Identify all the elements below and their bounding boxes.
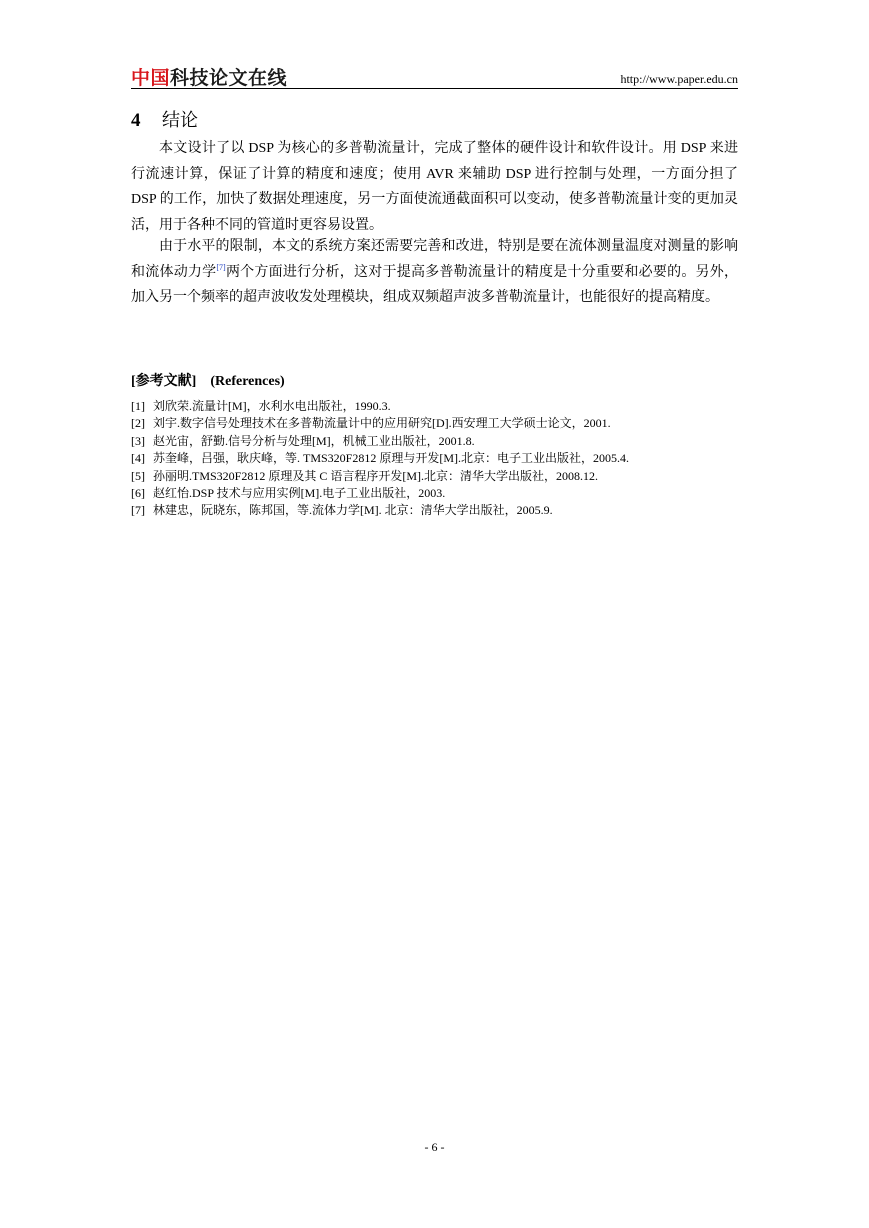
reference-item [131, 415, 751, 432]
reference-text: 林建忠，阮晓东，陈邦国，等.流体力学[M]. 北京：清华大学出版社，2005.9. [153, 503, 553, 518]
header-url: http://www.paper.edu.cn [620, 72, 738, 86]
site-logo [131, 63, 287, 90]
reference-index: [5] [131, 468, 145, 483]
conclusion-paragraph-1: 本文设计了以 DSP 为核心的多普勒流量计，完成了整体的硬件设计和软件设计。用 DSP 来进行流速计算，保证了计算的精度和速度；使用 AVR 来辅助 DSP 进行控制与处理，一方面分担了 DSP 的工作，加快了数据处理速度，另一方面使流通截面积可以变动，使多普勒流量计变的更加灵活，用于各种不同的管道时更容易设置。 [131, 141, 738, 233]
logo-red-text: 中国 [131, 67, 171, 89]
page-number: - 6 - [424, 1140, 445, 1154]
reference-item [131, 433, 751, 450]
paragraph-2-text-end: 两个方面进行分析，这对于提高多普勒流量计的精度是十分重要和必要的。另外，加入另一个频率的超声波收发处理模块，组成双频超声波多普勒流量计，也能很好的提高精度。 [131, 264, 739, 306]
logo-black-text: 科技论文在线 [170, 67, 288, 89]
reference-item [131, 485, 751, 502]
references-heading [131, 370, 285, 390]
section-heading [131, 106, 198, 132]
reference-index: [6] [131, 486, 145, 501]
reference-index: [1] [131, 399, 145, 413]
reference-item [131, 502, 751, 519]
citation-link[interactable]: [7] [216, 262, 226, 272]
paragraph-2-text-start: 由于水平的限制，本文的系统方案还需要完善和改进，特别是要在流体测量温度对测量的影响和流体动力学 [131, 239, 738, 280]
page-header [131, 58, 738, 89]
reference-text: 赵红怡.DSP 技术与应用实例[M].电子工业出版社，2003. [153, 486, 446, 501]
reference-item [131, 398, 751, 415]
reference-list [131, 398, 751, 520]
references-heading-en: (References) [210, 374, 285, 389]
section-title-text: 结论 [162, 110, 198, 131]
reference-text: 赵光宙，舒勤.信号分析与处理[M]，机械工业出版社，2001.8. [153, 433, 475, 448]
reference-text: 刘欣荣.流量计[M]，水利水电出版社，1990.3. [153, 399, 391, 413]
section-number: 4 [131, 110, 141, 131]
references-heading-cn: [参考文献] [131, 374, 197, 389]
reference-text: 苏奎峰，吕强，耿庆峰，等. TMS320F2812 原理与开发[M].北京：电子工业出版社，2005.4. [153, 451, 630, 466]
reference-text: 刘宇.数字信号处理技术在多普勒流量计中的应用研究[D].西安理工大学硕士论文，2001. [153, 416, 611, 431]
reference-index: [2] [131, 416, 145, 431]
conclusion-paragraph-2 [131, 234, 738, 311]
reference-index: [3] [131, 433, 145, 448]
reference-item [131, 468, 751, 485]
reference-item [131, 450, 751, 467]
reference-text: 孙丽明.TMS320F2812 原理及其 C 语言程序开发[M].北京：清华大学出版社，2008.12. [153, 468, 599, 483]
reference-index: [7] [131, 503, 145, 518]
reference-index: [4] [131, 451, 145, 466]
